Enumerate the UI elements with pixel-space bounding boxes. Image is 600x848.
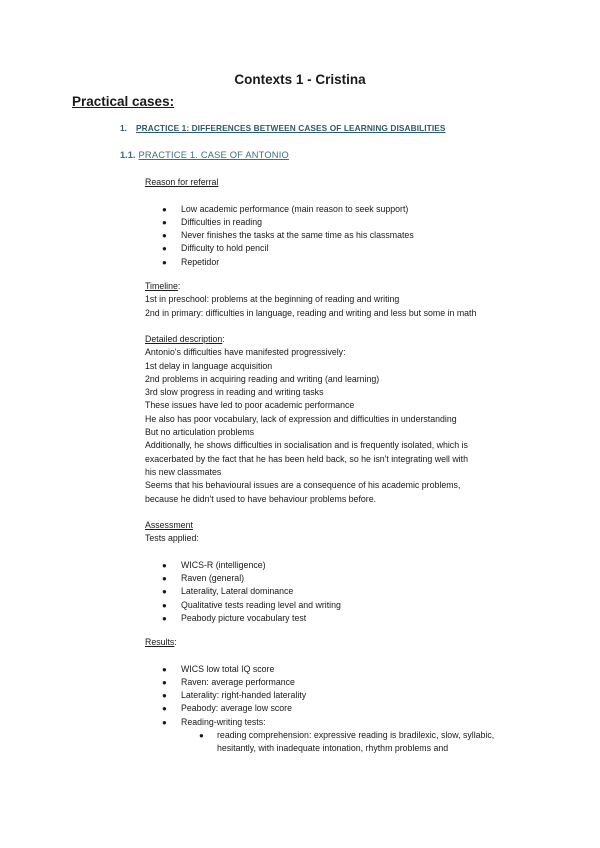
- list-item: ● Peabody: average low score: [145, 702, 535, 715]
- bullet-icon: ●: [162, 717, 167, 727]
- bullet-icon: ●: [162, 600, 167, 610]
- timeline-section: [145, 280, 535, 320]
- list-item: ● Raven (general): [145, 572, 535, 585]
- bullet-icon: ●: [162, 257, 167, 267]
- description-line: 1st delay in language acquisition: [145, 360, 273, 371]
- heading-number: 1.: [120, 123, 127, 133]
- list-item: ● Reading-writing tests:: [145, 716, 535, 729]
- assessment-list: [145, 559, 535, 625]
- results-section: [145, 636, 535, 756]
- description-line: He also has poor vocabulary, lack of expression and difficulties in understanding: [145, 413, 457, 424]
- list-item: ● Never finishes the tasks at the same time as his classmates: [145, 229, 535, 242]
- bullet-icon: ●: [162, 664, 167, 674]
- referral-section: [145, 176, 535, 269]
- description-line: Seems that his behavioural issues are a consequence of his academic problems,: [145, 480, 461, 491]
- description-line: exacerbated by the fact that he has been held back, so he isn't integrating well with: [145, 453, 468, 464]
- document-title: Contexts 1 - Cristina: [234, 72, 366, 87]
- heading-case-antonio-link[interactable]: PRACTICE 1. CASE OF ANTONIO: [138, 150, 289, 160]
- description-line: Antonio's difficulties have manifested progressively:: [145, 347, 346, 358]
- referral-heading: Reason for referral: [145, 177, 219, 187]
- detailed-description-section: [145, 333, 535, 506]
- heading-case-antonio: [120, 150, 289, 160]
- timeline-line: 1st in preschool: problems at the beginning of reading and writing: [145, 294, 400, 305]
- section-heading-practical-cases: Practical cases:: [72, 94, 175, 109]
- results-heading: Results:: [145, 637, 177, 647]
- list-item: ● Low academic performance (main reason to seek support): [145, 203, 535, 216]
- description-line: These issues have led to poor academic performance: [145, 400, 355, 411]
- results-list: [145, 663, 535, 729]
- bullet-icon: ●: [199, 731, 204, 741]
- timeline-line: 2nd in primary: difficulties in language, reading and writing and less but some in math: [145, 307, 477, 318]
- heading-practice-1: [120, 123, 446, 133]
- bullet-icon: ●: [162, 691, 167, 701]
- subheading-number: 1.1.: [120, 150, 136, 160]
- bullet-icon: ●: [162, 244, 167, 254]
- description-line: his new classmates: [145, 466, 222, 477]
- bullet-icon: ●: [162, 560, 167, 570]
- bullet-icon: ●: [162, 231, 167, 241]
- bullet-icon: ●: [162, 704, 167, 714]
- bullet-icon: ●: [162, 204, 167, 214]
- list-item: ● Difficulties in reading: [145, 216, 535, 229]
- list-item: ● Laterality: right-handed laterality: [145, 689, 535, 702]
- detailed-description-heading: Detailed description:: [145, 334, 225, 344]
- description-line: Additionally, he shows difficulties in socialisation and is frequently isolated, which is: [145, 440, 468, 451]
- bullet-icon: ●: [162, 574, 167, 584]
- list-item: ● Qualitative tests reading level and writing: [145, 599, 535, 612]
- heading-practice-1-link[interactable]: PRACTICE 1: DIFFERENCES BETWEEN CASES OF LEARNING DISABILITIES: [136, 123, 446, 133]
- assessment-section: [145, 519, 535, 625]
- description-line: 3rd slow progress in reading and writing tasks: [145, 387, 324, 398]
- list-item: ● Repetidor: [145, 256, 535, 269]
- list-item: ● Peabody picture vocabulary test: [145, 612, 535, 625]
- bullet-icon: ●: [162, 587, 167, 597]
- list-item: ● WICS-R (intelligence): [145, 559, 535, 572]
- bullet-icon: ●: [162, 217, 167, 227]
- results-sub-list: [145, 729, 535, 756]
- list-item: ● Laterality, Lateral dominance: [145, 585, 535, 598]
- referral-list: [145, 203, 535, 269]
- bullet-icon: ●: [162, 614, 167, 624]
- list-item: ● Difficulty to hold pencil: [145, 242, 535, 255]
- description-line: because he didn't used to have behaviour problems before.: [145, 493, 377, 504]
- list-item: ● reading comprehension: expressive reading is bradilexic, slow, syllabic, hesitantly, with inadequate intonation, rhythm problems and: [199, 730, 495, 754]
- description-line: 2nd problems in acquiring reading and writing (and learning): [145, 373, 380, 384]
- list-item: ● Raven: average performance: [145, 676, 535, 689]
- assessment-intro: Tests applied:: [145, 533, 199, 544]
- description-line: But no articulation problems: [145, 427, 255, 438]
- bullet-icon: ●: [162, 677, 167, 687]
- list-item: ● WICS low total IQ score: [145, 663, 535, 676]
- timeline-heading: Timeline:: [145, 281, 181, 291]
- assessment-heading: Assessment: [145, 520, 193, 530]
